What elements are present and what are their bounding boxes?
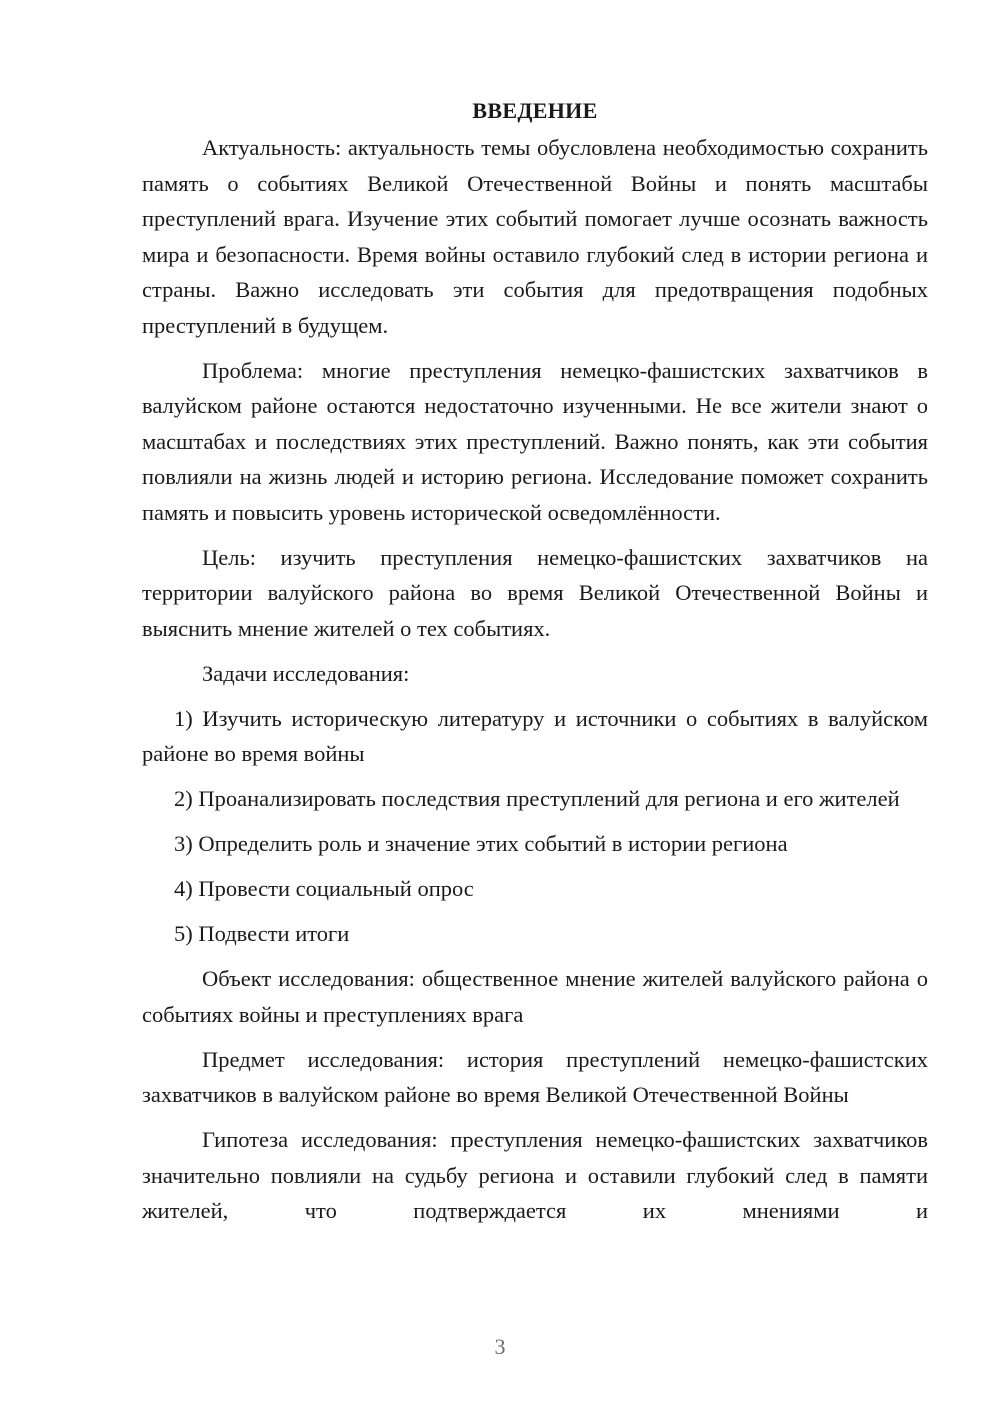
- task-item-2: 2) Проанализировать последствия преступлений для региона и его жителей: [174, 786, 900, 811]
- task-item-5: 5) Подвести итоги: [174, 921, 350, 946]
- tasks-heading: Задачи исследования:: [202, 660, 410, 686]
- document-title: ВВЕДЕНИЕ: [472, 98, 598, 123]
- paragraph-subject: Предмет исследования: история преступлений немецко-фашистских захватчиков в валуйском районе во время Великой Отечественной Войны: [142, 1046, 928, 1107]
- task-item-3: 3) Определить роль и значение этих событий в истории региона: [174, 831, 788, 856]
- task-item-1: 1) Изучить историческую литературу и источники о событиях в валуйском районе во время войны: [142, 705, 928, 766]
- paragraph-problem: Проблема: многие преступления немецко-фашистских захватчиков в валуйском районе остаются недостаточно изученными. Не все жители знают о масштабах и последствиях этих преступлений. Важно понять, как эти события повлияли на жизнь людей и историю региона. Исследование поможет сохранить память и повысить уровень исторической осведомлённости.: [142, 357, 928, 525]
- page-number: 3: [494, 1334, 506, 1359]
- paragraph-hypothesis: Гипотеза исследования: преступления немецко-фашистских захватчиков значительно повлияли на судьбу региона и оставили глубокий след в памяти жителей, что подтверждается их мнениями и: [142, 1127, 928, 1223]
- paragraph-relevance: Актуальность: актуальность темы обусловлена необходимостью сохранить память о событиях Великой Отечественной Войны и понять масштабы преступлений врага. Изучение этих событий помогает лучше осознать важность мира и безопасности. Время войны оставило глубокий след в истории региона и страны. Важно исследовать эти события для предотвращения подобных преступлений в будущем.: [142, 135, 928, 338]
- document-page: [142, 96, 928, 1238]
- paragraph-goal: Цель: изучить преступления немецко-фашистских захватчиков на территории валуйского района во время Великой Отечественной Войны и выяснить мнение жителей о тех событиях.: [142, 544, 928, 641]
- task-item-4: 4) Провести социальный опрос: [174, 876, 474, 901]
- paragraph-object: Объект исследования: общественное мнение жителей валуйского района о событиях войны и преступлениях врага: [142, 966, 928, 1027]
